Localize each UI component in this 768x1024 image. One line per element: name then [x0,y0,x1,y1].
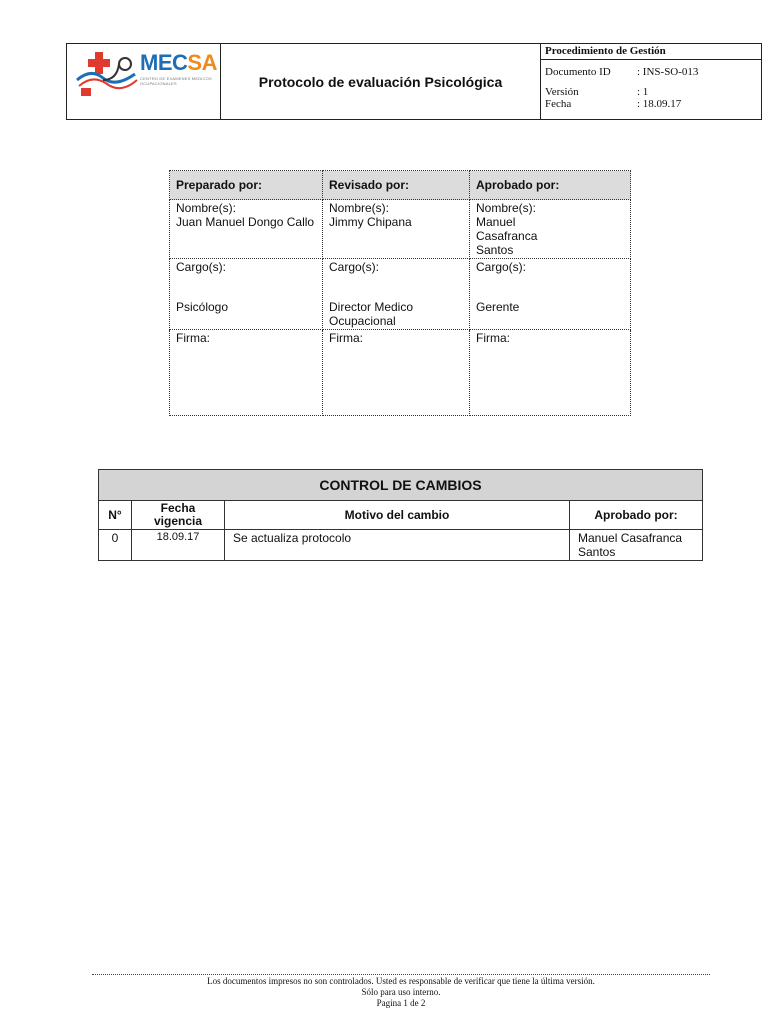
prepared-cargo-cell [170,259,323,330]
prepared-signature-cell [170,330,323,416]
prepared-cargo: Psicólogo [176,300,229,314]
prepared-name-cell [170,200,323,259]
document-title: Protocolo de evaluación Psicológica [221,44,541,119]
logo [67,44,221,119]
row-date: 18.09.17 [132,530,225,561]
reviewed-name: Jimmy Chipana [329,215,412,229]
doc-id-value: : INS-SO-013 [637,66,699,78]
meta-heading: Procedimiento de Gestión [541,44,761,60]
approved-signature-cell [470,330,631,416]
approvals-table [169,170,631,416]
document-meta [541,44,761,119]
row-number: 0 [99,530,132,561]
col-date [132,501,225,530]
logo-wordmark: MECSA [140,50,217,75]
name-label: Nombre(s): [176,201,237,215]
approved-cargo-cell [470,259,631,330]
changes-title: CONTROL DE CAMBIOS [99,470,703,501]
version-label: Versión [545,86,579,98]
document-header [66,43,762,120]
footer-internal: Sólo para uso interno. [361,987,441,997]
cargo-label: Cargo(s): [476,260,527,274]
name-label: Nombre(s): [476,201,537,215]
approved-cargo: Gerente [476,300,520,314]
firma-label: Firma: [329,331,363,345]
page-footer [92,976,710,1009]
reviewed-signature-cell [323,330,470,416]
approved-name-cell [470,200,631,259]
approved-by-header: Aprobado por: [470,171,631,200]
date-value: : 18.09.17 [637,98,682,110]
logo-tagline: CENTRO DE EXAMENES MEDICOS OCUPACIONALES [140,76,212,86]
cargo-label: Cargo(s): [176,260,227,274]
reviewed-name-cell [323,200,470,259]
footer-divider [92,974,710,975]
footer-disclaimer: Los documentos impresos no son controlados. Usted es responsable de verificar que tiene la última versión. [207,976,595,986]
table-row [99,530,703,561]
reviewed-cargo-cell [323,259,470,330]
reviewed-by-header: Revisado por: [323,171,470,200]
doc-id-label: Documento ID [545,66,611,78]
col-date-label: Fecha vigencia [153,501,203,528]
approved-name: Manuel Casafranca Santos [476,215,538,257]
date-label: Fecha [545,98,572,110]
firma-label: Firma: [476,331,510,345]
version-value: : 1 [637,86,649,98]
col-number: N° [99,501,132,530]
row-reason: Se actualiza protocolo [225,530,570,561]
name-label: Nombre(s): [329,201,390,215]
changes-table [98,469,703,561]
prepared-name: Juan Manuel Dongo Callo [176,215,315,229]
cargo-label: Cargo(s): [329,260,380,274]
col-reason: Motivo del cambio [225,501,570,530]
row-approved: Manuel Casafranca Santos [570,530,703,561]
firma-label: Firma: [176,331,210,345]
mecsa-logo-icon [73,50,143,100]
prepared-by-header: Preparado por: [170,171,323,200]
page-number: Pagina 1 de 2 [376,998,426,1008]
reviewed-cargo: Director Medico Ocupacional [329,300,414,328]
col-approved: Aprobado por: [570,501,703,530]
